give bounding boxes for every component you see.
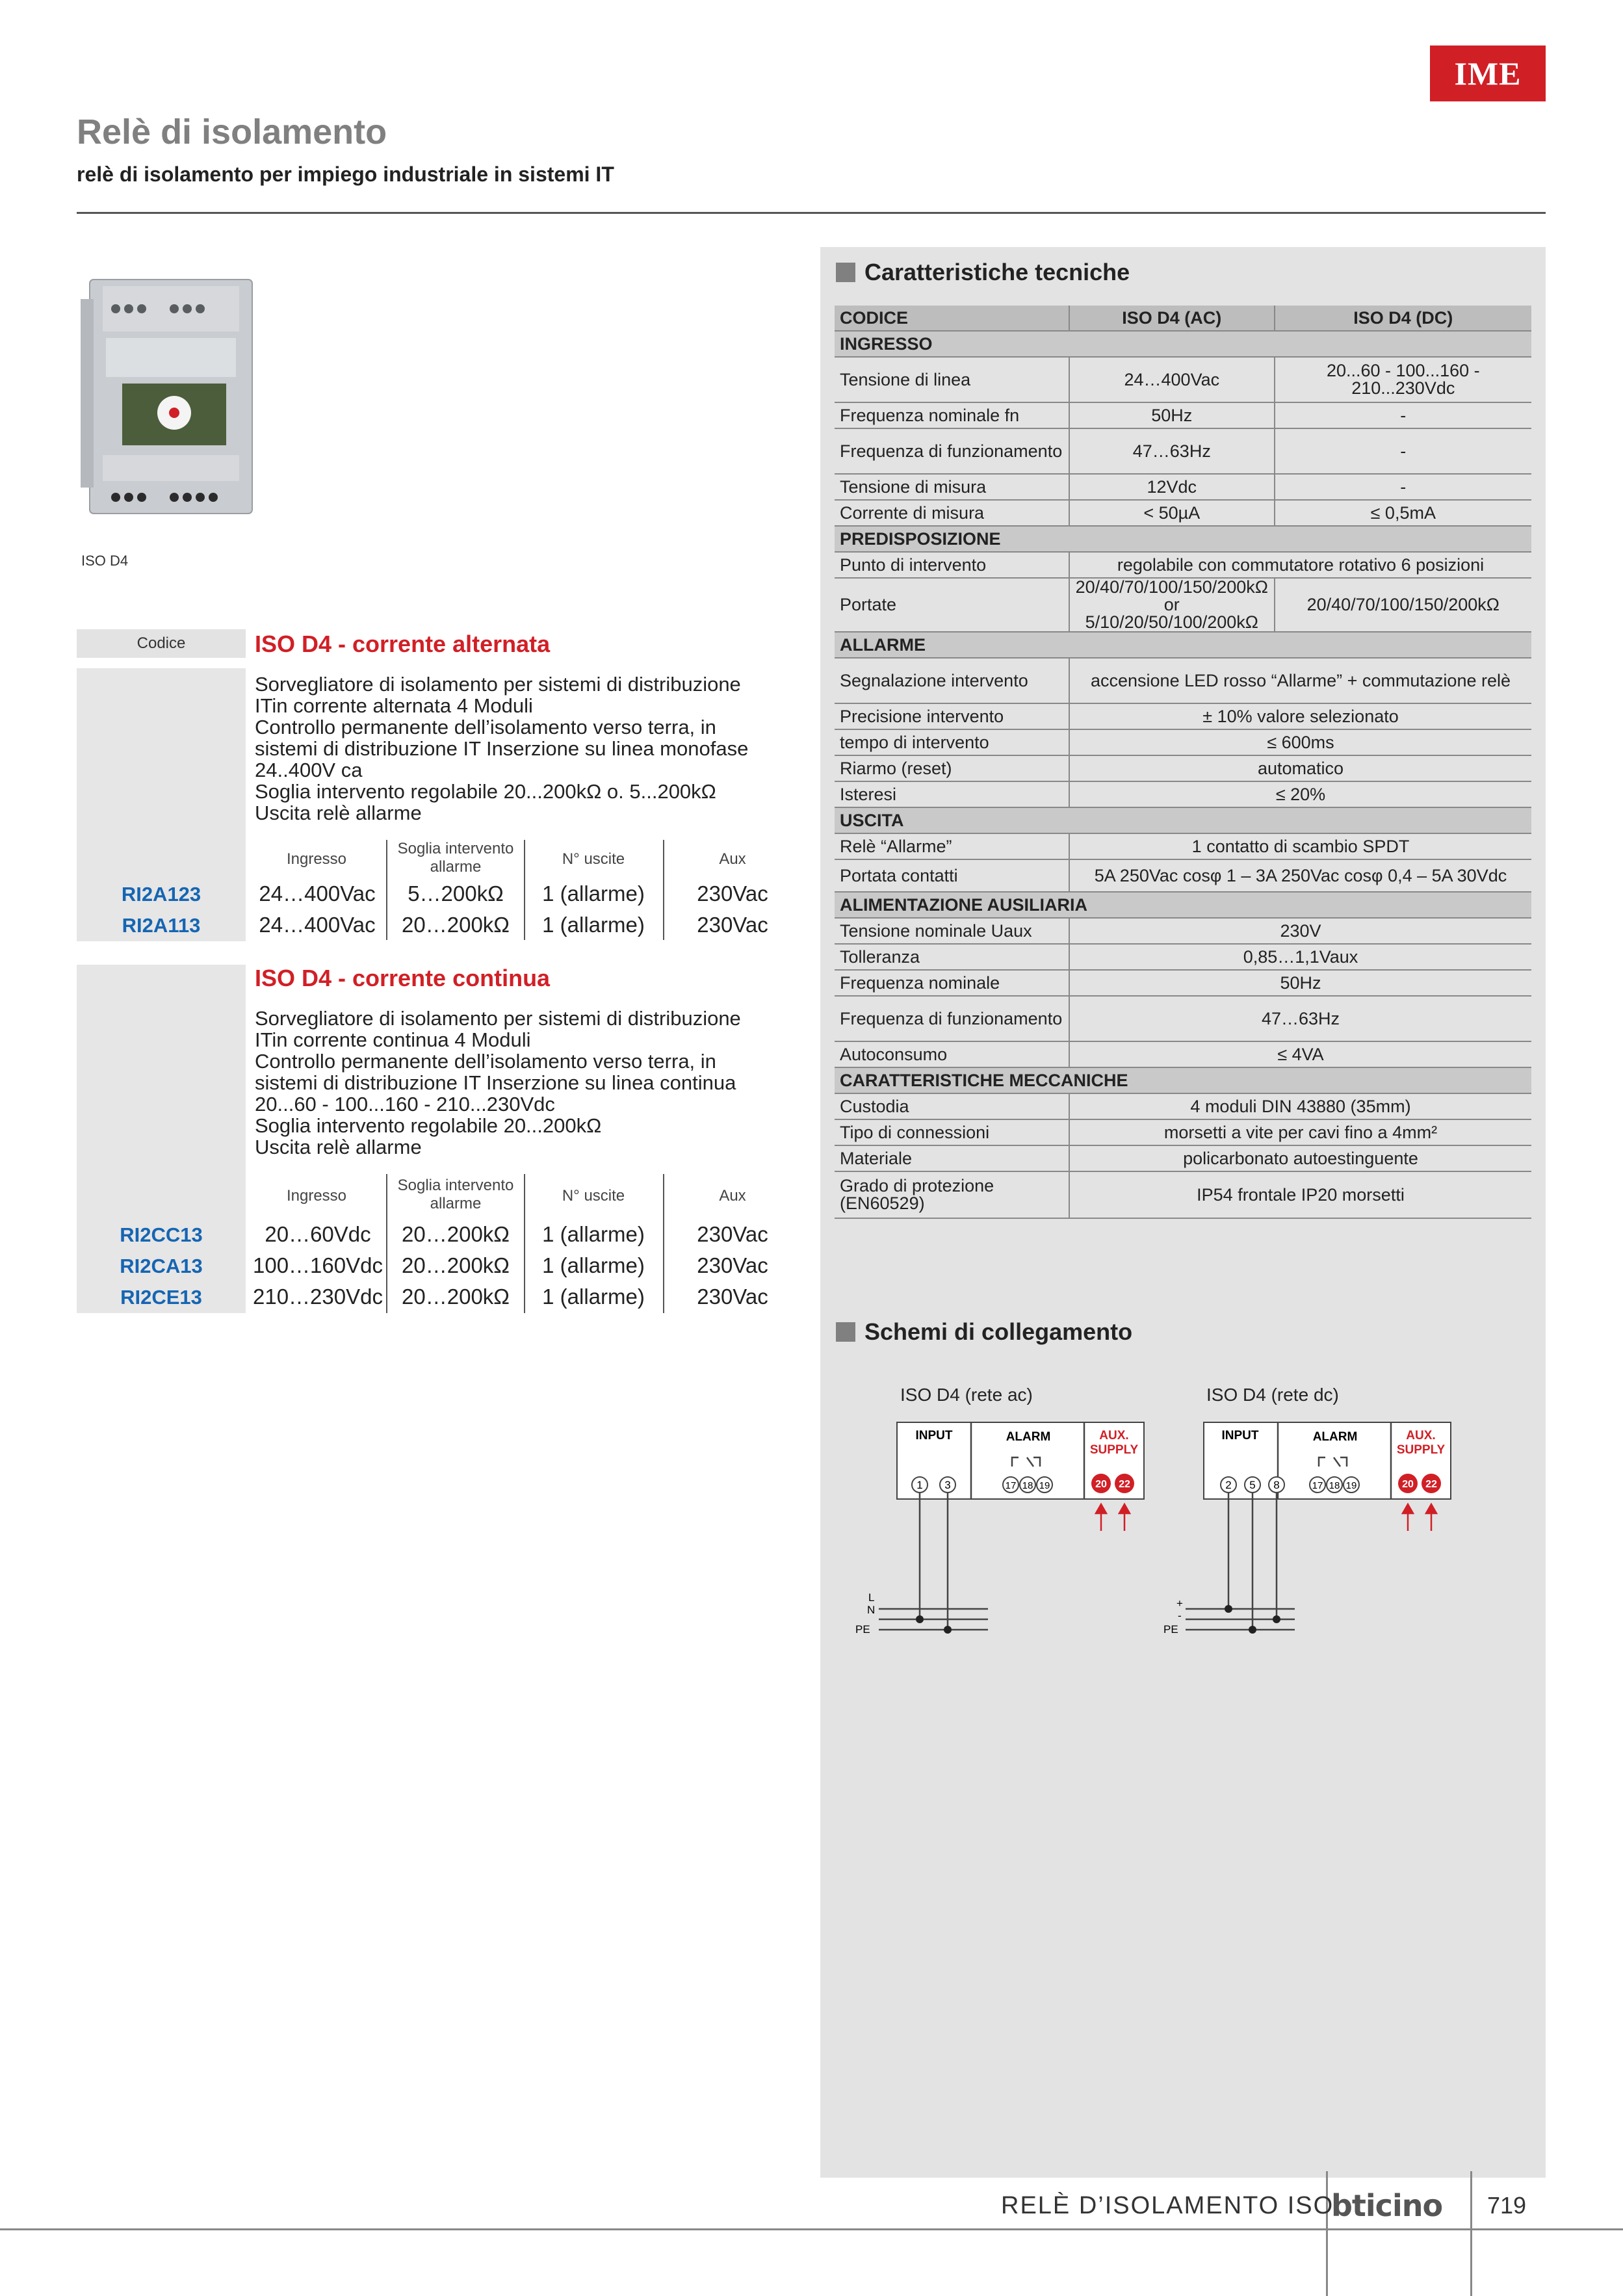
- specs-title: Caratteristiche tecniche: [836, 259, 1130, 286]
- input-label: INPUT: [1221, 1429, 1259, 1442]
- header-divider: [77, 212, 1546, 214]
- cell-uscite: 1 (allarme): [542, 1222, 645, 1246]
- line-label: L: [868, 1591, 875, 1604]
- schemes-title: Schemi di collegamento: [836, 1318, 1132, 1346]
- terminal: 8: [1273, 1479, 1280, 1491]
- cell-aux: 230Vac: [697, 1253, 768, 1277]
- line-label: N: [867, 1604, 876, 1616]
- terminal: 20: [1095, 1479, 1107, 1490]
- col-aux: Aux: [719, 850, 746, 868]
- supply-label: SUPPLY: [1396, 1443, 1446, 1457]
- cell-soglia: 20…200kΩ: [402, 1253, 510, 1277]
- cell-uscite: 1 (allarme): [542, 1285, 645, 1309]
- col-aux: Aux: [719, 1187, 746, 1205]
- aux-label: AUX.: [1099, 1429, 1129, 1442]
- scheme-dc: [1163, 1422, 1451, 1636]
- square-bullet-icon: [836, 1322, 855, 1342]
- terminal: 19: [1345, 1480, 1357, 1491]
- col-uscite: N° uscite: [562, 850, 625, 868]
- footer-divider: [1326, 2171, 1328, 2296]
- col-ingresso: Ingresso: [286, 850, 347, 868]
- terminal: 19: [1039, 1480, 1050, 1491]
- bticino-logo: bticino: [1331, 2188, 1443, 2223]
- supply-label: SUPPLY: [1089, 1443, 1139, 1457]
- specs-table: CODICE ISO D4 (AC) ISO D4 (DC) INGRESSO Tensione di linea 24…400Vac 20...60 - 100...160 - 210...230Vdc Frequenza nominale fn 50Hz - Frequenza di funzionamento 47…63Hz - Tensione di misura 12Vdc - Corrente di misura < 50µA ≤ 0,5mA PREDISPOSIZIONE Punto di intervento regolabile con commutatore rotativo 6 posizioni Portate 20/40/70/100/150/200kΩ or 5/10/20/50/100/200kΩ 20/40/70/100/150/200kΩ ALLARME Segnalazione intervento accensione LED rosso “Allarme” + commutazione relè Precisione intervento ± 10% valore selezionato tempo di intervento ≤ 600ms Riarmo (reset) automatico Isteresi ≤ 20% USCITA Relè “Allarme” 1 contatto di scambio SPDT Portata contatti 5A 250Vac cosφ 1 – 3A 250Vac cosφ 0,4 – 5A 30Vdc ALIMENTAZIONE AUSILIARIA Tensione nominale Uaux 230V Tolleranza 0,85…1,1Vaux Frequenza nominale 50Hz Frequenza di funzionamento 47…63Hz Autoconsumo ≤ 4VA CARATTERISTICHE MECCANICHE Custodia 4 moduli DIN 43880 (35mm) Tipo di connessioni morsetti a vite per cavi fino a 4mm² Materiale policarbonato autoestinguente Grado di protezione (EN60529) IP54 frontale IP20 morsetti: [835, 306, 1531, 1219]
- cell-ingresso: 24…400Vac: [259, 913, 376, 937]
- codice-label: Codice: [77, 629, 246, 658]
- scheme-ac-title: ISO D4 (rete ac): [900, 1385, 1033, 1405]
- wiring-diagrams: [820, 1417, 1546, 1651]
- footer-section-title: RELÈ D’ISOLAMENTO ISO: [1001, 2192, 1334, 2219]
- arrow-up-icon: [1096, 1504, 1106, 1531]
- terminal: 2: [1225, 1479, 1232, 1491]
- footer-divider: [0, 2228, 1623, 2230]
- scheme-ac: [855, 1422, 1144, 1636]
- terminal: 18: [1022, 1480, 1033, 1491]
- page-title: Relè di isolamento: [77, 112, 387, 151]
- cell-aux: 230Vac: [697, 1222, 768, 1246]
- product-code: RI2A113: [122, 914, 201, 937]
- arrow-up-icon: [1403, 1504, 1413, 1531]
- cell-aux: 230Vac: [697, 913, 768, 937]
- cell-soglia: 20…200kΩ: [402, 1222, 510, 1246]
- product-code: RI2CC13: [120, 1223, 203, 1246]
- cell-aux: 230Vac: [697, 881, 768, 906]
- cell-soglia: 20…200kΩ: [402, 1285, 510, 1309]
- terminal: 5: [1249, 1479, 1256, 1491]
- terminal: 17: [1005, 1480, 1017, 1491]
- cell-aux: 230Vac: [697, 1285, 768, 1309]
- cell-ingresso: 100…160Vdc: [253, 1253, 383, 1277]
- terminal: 18: [1329, 1480, 1340, 1491]
- section-ac-title: ISO D4 - corrente alternata: [255, 631, 551, 657]
- line-label: +: [1176, 1597, 1183, 1610]
- product-code: RI2CE13: [120, 1286, 202, 1309]
- arrow-up-icon: [1426, 1504, 1436, 1531]
- terminal: 3: [944, 1479, 951, 1491]
- line-label: PE: [1163, 1623, 1178, 1636]
- section-dc-description: Sorvegliatore di isolamento per sistemi di distribuzione ITin corrente continua 4 Moduli Controllo permanente dell’isolamento verso terra, in sistemi di distribuzione IT Inserzione su linea continua 20...60 - 100...160 - 210...230Vdc Soglia intervento regolabile 20...200kΩ Uscita relè allarme: [255, 1007, 741, 1158]
- ime-logo: IME: [1430, 46, 1546, 101]
- arrow-up-icon: [1119, 1504, 1130, 1531]
- line-label: PE: [855, 1623, 870, 1636]
- cell-ingresso: 20…60Vdc: [265, 1222, 371, 1246]
- terminal: 22: [1425, 1479, 1437, 1490]
- section-ac-description: Sorvegliatore di isolamento per sistemi di distribuzione ITin corrente alternata 4 Moduli Controllo permanente dell’isolamento verso terra, in sistemi di distribuzione IT Inserzione su linea monofase 24..400V ca Soglia intervento regolabile 20...200kΩ o. 5...200kΩ Uscita relè allarme: [255, 673, 749, 824]
- line-label: -: [1178, 1610, 1182, 1622]
- terminal: 22: [1119, 1479, 1130, 1490]
- col-soglia: Soglia intervento allarme: [397, 1177, 514, 1212]
- footer-divider: [1470, 2171, 1472, 2296]
- col-soglia: Soglia intervento allarme: [397, 840, 514, 876]
- terminal: 20: [1402, 1479, 1414, 1490]
- alarm-label: ALARM: [1312, 1430, 1358, 1444]
- cell-ingresso: 24…400Vac: [259, 881, 376, 906]
- square-bullet-icon: [836, 263, 855, 282]
- section-dc-title: ISO D4 - corrente continua: [255, 965, 551, 991]
- col-uscite: N° uscite: [562, 1187, 625, 1205]
- cell-soglia: 20…200kΩ: [402, 913, 510, 937]
- page-subtitle: relè di isolamento per impiego industriale in sistemi IT: [77, 163, 614, 186]
- aux-label: AUX.: [1406, 1429, 1436, 1442]
- scheme-dc-title: ISO D4 (rete dc): [1206, 1385, 1339, 1405]
- cell-uscite: 1 (allarme): [542, 1253, 645, 1277]
- product-image: [77, 273, 265, 520]
- product-code: RI2A123: [121, 883, 201, 906]
- cell-ingresso: 210…230Vdc: [253, 1285, 383, 1309]
- page-number: 719: [1487, 2192, 1527, 2219]
- terminal: 1: [916, 1479, 923, 1491]
- alarm-label: ALARM: [1006, 1430, 1051, 1444]
- col-ingresso: Ingresso: [286, 1187, 347, 1205]
- cell-uscite: 1 (allarme): [542, 881, 645, 906]
- input-label: INPUT: [915, 1429, 953, 1442]
- cell-soglia: 5…200kΩ: [408, 881, 504, 906]
- terminal: 17: [1312, 1480, 1323, 1491]
- cell-uscite: 1 (allarme): [542, 913, 645, 937]
- product-caption: ISO D4: [81, 553, 129, 569]
- product-code: RI2CA13: [120, 1255, 203, 1277]
